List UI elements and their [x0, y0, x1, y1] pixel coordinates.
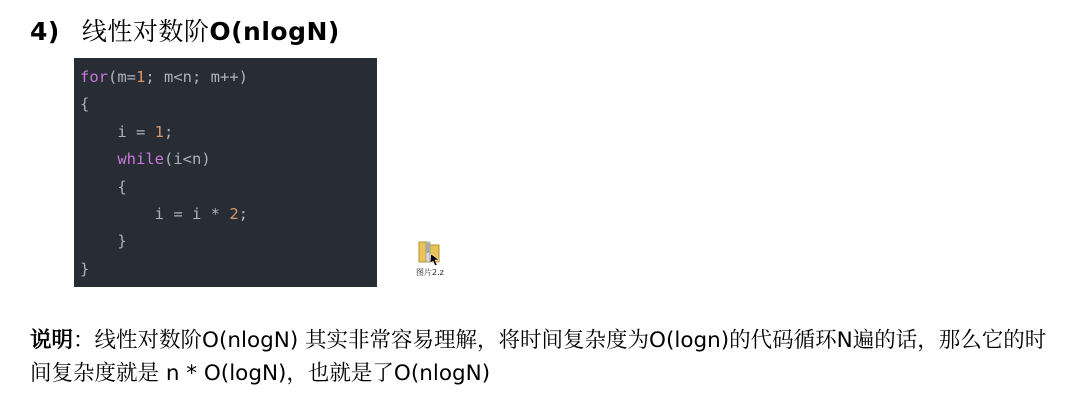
section-number: 4) — [30, 17, 60, 46]
code-number: 1 — [136, 68, 146, 86]
code-number: 2 — [229, 204, 239, 223]
code-text: ; — [238, 204, 248, 223]
code-line — [80, 119, 377, 146]
code-text: } — [80, 259, 90, 278]
description-lead: 说明 — [30, 328, 74, 353]
section-title-complexity: O(nlogN) — [209, 17, 340, 46]
description-separator: ： — [73, 328, 95, 353]
code-line — [80, 256, 377, 283]
code-text — [80, 150, 117, 168]
zip-file-icon — [417, 238, 443, 266]
code-text: i = i * — [80, 204, 230, 223]
attachment-filename: 图片2.z — [416, 268, 444, 277]
code-text: ; — [164, 122, 174, 141]
description-body: 线性对数阶O(nlogN) 其实非常容易理解，将时间复杂度为O(logn)的代码循环N遍的话，那么它的时间复杂度就是 n * O(logN)，也就是了O(nlogN) — [30, 328, 1047, 386]
code-line — [80, 146, 377, 173]
code-line — [80, 174, 377, 201]
code-text: { — [80, 177, 127, 196]
code-line — [80, 64, 377, 91]
code-block — [74, 58, 377, 287]
code-line — [80, 201, 377, 228]
description-paragraph — [30, 324, 1060, 390]
code-text: (i<n) — [164, 150, 211, 169]
code-text: i = — [80, 122, 155, 141]
code-line — [80, 228, 377, 255]
code-number: 1 — [154, 122, 164, 141]
section-heading — [30, 12, 340, 48]
section-title-zh: 线性对数阶 — [81, 17, 210, 46]
code-text: ; m<n; m++) — [145, 68, 248, 86]
code-keyword: while — [117, 150, 164, 169]
code-keyword: for — [80, 68, 108, 86]
code-text: (m= — [108, 68, 136, 86]
attachment-file[interactable] — [414, 238, 448, 280]
code-line — [80, 91, 377, 118]
code-text: } — [80, 232, 127, 251]
code-text: { — [80, 95, 90, 114]
